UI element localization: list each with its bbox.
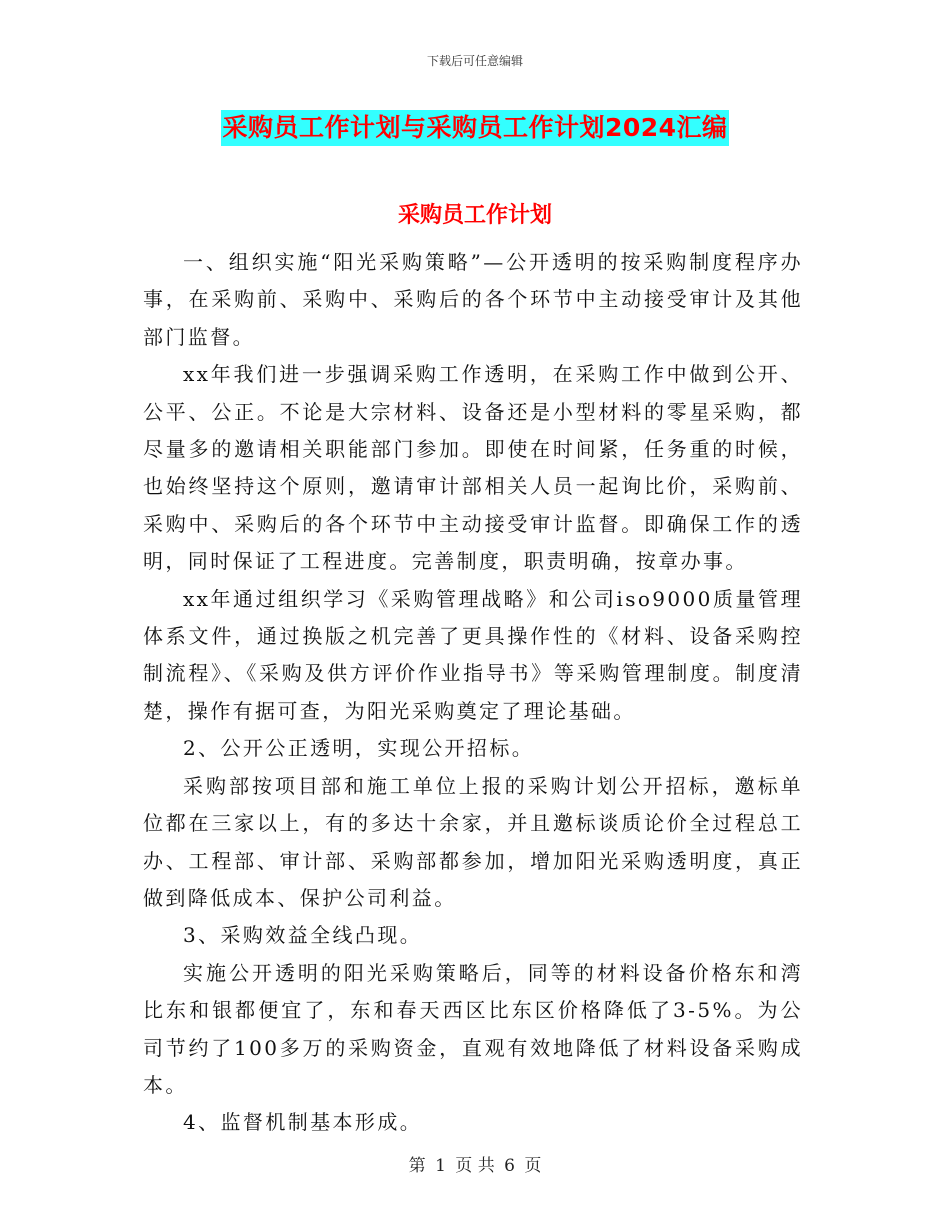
- page-footer: [0, 1155, 950, 1177]
- paragraph: 4、监督机制基本形成。: [183, 1110, 423, 1135]
- page-number: 1: [435, 1156, 446, 1176]
- paragraph: 实施公开透明的阳光采购策略后，同等的材料设备价格东和湾比东和银都便宜了，东和春天西区比东区价格降低了3-5%。为公司节约了100多万的采购资金，直观有效地降低了材料设备采购成本。: [143, 960, 803, 1097]
- page-total: 6: [504, 1156, 515, 1176]
- paragraph: xx年我们进一步强调采购工作透明，在采购工作中做到公开、公平、公正。不论是大宗材料、设备还是小型材料的零星采购，都尽量多的邀请相关职能部门参加。即使在时间紧，任务重的时候，也始终坚持这个原则，邀请审计部相关人员一起询比价，采购前、采购中、采购后的各个环节中主动接受审计监督。即确保工作的透明，同时保证了工程进度。完善制度，职责明确，按章办事。: [143, 362, 803, 574]
- paragraph: 采购部按项目部和施工单位上报的采购计划公开招标，邀标单位都在三家以上，有的多达十余家，并且邀标谈质论价全过程总工办、工程部、审计部、采购部都参加，增加阳光采购透明度，真正做到降低成本、保护公司利益。: [143, 773, 803, 910]
- paragraph: 一、组织实施“阳光采购策略”—公开透明的按采购制度程序办事，在采购前、采购中、采购后的各个环节中主动接受审计及其他部门监督。: [143, 250, 803, 349]
- page-header-note: 下载后可任意编辑: [426, 54, 523, 68]
- document-title: 采购员工作计划与采购员工作计划2024汇编: [221, 110, 728, 146]
- page-middle: 页 共: [455, 1156, 495, 1176]
- paragraph: 3、采购效益全线凸现。: [183, 923, 423, 948]
- paragraph: xx年通过组织学习《采购管理战略》和公司iso9000质量管理体系文件，通过换版之机完善了更具操作性的《材料、设备采购控制流程》、《采购及供方评价作业指导书》等采购管理制度。制度清楚，操作有据可查，为阳光采购奠定了理论基础。: [143, 586, 803, 723]
- paragraph: 2、公开公正透明，实现公开招标。: [183, 736, 535, 761]
- page-suffix: 页: [524, 1156, 542, 1176]
- page-prefix: 第: [408, 1156, 426, 1176]
- section-title: 采购员工作计划: [397, 203, 552, 228]
- document-title-container: [0, 110, 950, 146]
- document-body: [143, 244, 803, 1142]
